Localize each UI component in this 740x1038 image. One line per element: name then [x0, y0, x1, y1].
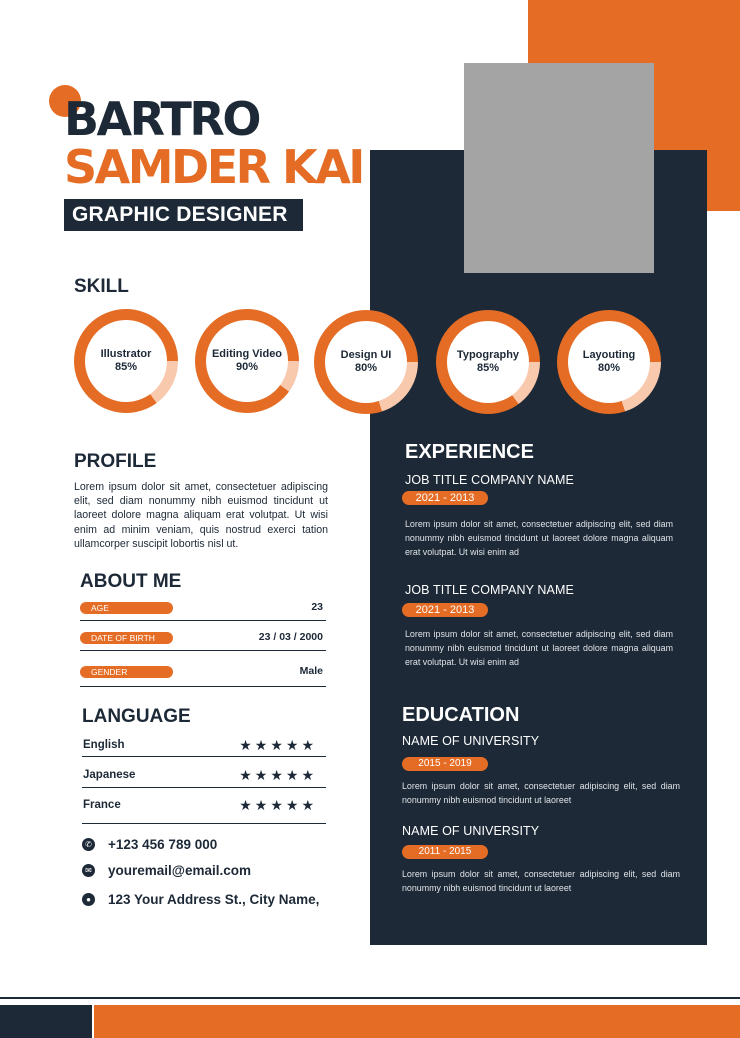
skill-ring — [195, 309, 299, 413]
skill-ring — [436, 310, 540, 414]
education-section-title: EDUCATION — [402, 704, 520, 726]
skill-name: Illustrator — [100, 348, 152, 361]
experience-dates: 2021 - 2013 — [402, 491, 488, 505]
star-rating-icon: ★★★★★ — [239, 767, 317, 783]
about-value: Male — [299, 665, 323, 677]
skill-percent: 80% — [354, 361, 378, 374]
footer-divider — [0, 997, 740, 999]
language-name: English — [83, 739, 125, 751]
star-rating-icon: ★★★★★ — [239, 737, 317, 753]
experience-description: Lorem ipsum dolor sit amet, consectetuer adipiscing elit, sed diam nonummy nibh euismod tincidunt ut laoreet dolore magna aliquam erat volutpat. Ut wisi enim ad — [405, 519, 673, 557]
about-label: DATE OF BIRTH — [80, 632, 173, 644]
language-row — [82, 798, 326, 824]
star-rating-icon: ★★★★★ — [239, 797, 317, 813]
profile-photo-placeholder — [464, 63, 654, 273]
about-section-title: ABOUT ME — [80, 571, 182, 592]
skill-percent: 85% — [114, 360, 138, 373]
experience-dates: 2021 - 2013 — [402, 603, 488, 617]
education-description: Lorem ipsum dolor sit amet, consectetuer adipiscing elit, sed diam nonummy nibh euismod tincidunt ut laoreet — [402, 869, 680, 893]
language-row — [82, 768, 326, 788]
profile-section-title: PROFILE — [74, 451, 157, 472]
skill-name: Design UI — [340, 349, 392, 362]
profile-text: Lorem ipsum dolor sit amet, consectetuer adipiscing elit, sed diam nonummy nibh euismod tincidunt ut laoreet dolore magna aliquam erat volutpat. Ut wisi enim ad minim veniam, quis nostrud exerci tation ullamcorper suscipit lobortis nisl ut. — [74, 481, 328, 550]
skill-percent: 80% — [597, 361, 621, 374]
skill-name: Editing Video — [211, 348, 283, 361]
phone-icon: ✆ — [82, 838, 95, 851]
language-name: Japanese — [83, 769, 136, 781]
address-text: 123 Your Address St., City Name, — [108, 891, 320, 907]
footer-navy-bar — [0, 1005, 92, 1038]
experience-section-title: EXPERIENCE — [405, 441, 534, 463]
email-text: youremail@email.com — [108, 862, 251, 878]
about-value: 23 — [311, 601, 323, 613]
phone-text: +123 456 789 000 — [108, 836, 218, 852]
contact-phone — [82, 834, 217, 854]
experience-description: Lorem ipsum dolor sit amet, consectetuer adipiscing elit, sed diam nonummy nibh euismod tincidunt ut laoreet dolore magna aliquam erat volutpat. Ut wisi enim ad — [405, 629, 673, 667]
education-description: Lorem ipsum dolor sit amet, consectetuer adipiscing elit, sed diam nonummy nibh euismod tincidunt ut laoreet — [402, 781, 680, 805]
about-row-age — [80, 602, 326, 621]
education-dates: 2015 - 2019 — [402, 757, 488, 771]
experience-job-title: JOB TITLE COMPANY NAME — [405, 473, 574, 487]
experience-job-title: JOB TITLE COMPANY NAME — [405, 583, 574, 597]
contact-address — [82, 889, 319, 909]
skill-ring — [74, 309, 178, 413]
footer-orange-bar — [94, 1005, 740, 1038]
first-name: BARTRO — [64, 92, 259, 146]
skill-section-title: SKILL — [74, 276, 129, 297]
about-row-date-of-birth — [80, 632, 326, 651]
skill-ring — [314, 310, 418, 414]
skill-ring — [557, 310, 661, 414]
skill-percent: 85% — [476, 361, 500, 374]
education-university: NAME OF UNIVERSITY — [402, 824, 540, 838]
job-role-title: GRAPHIC DESIGNER — [64, 199, 303, 231]
about-value: 23 / 03 / 2000 — [258, 631, 323, 643]
skill-percent: 90% — [235, 360, 259, 373]
language-section-title: LANGUAGE — [82, 706, 191, 727]
skill-name: Layouting — [582, 349, 636, 362]
about-row-gender — [80, 666, 326, 687]
about-label: AGE — [80, 602, 173, 614]
language-name: France — [83, 799, 121, 811]
language-row — [82, 738, 326, 757]
skill-name: Typography — [456, 349, 520, 362]
email-icon: ✉ — [82, 864, 95, 877]
contact-email — [82, 860, 251, 880]
last-name: SAMDER KAI — [64, 140, 363, 194]
about-label: GENDER — [80, 666, 173, 678]
education-university: NAME OF UNIVERSITY — [402, 734, 540, 748]
location-pin-icon: ● — [82, 893, 95, 906]
education-dates: 2011 - 2015 — [402, 845, 488, 859]
